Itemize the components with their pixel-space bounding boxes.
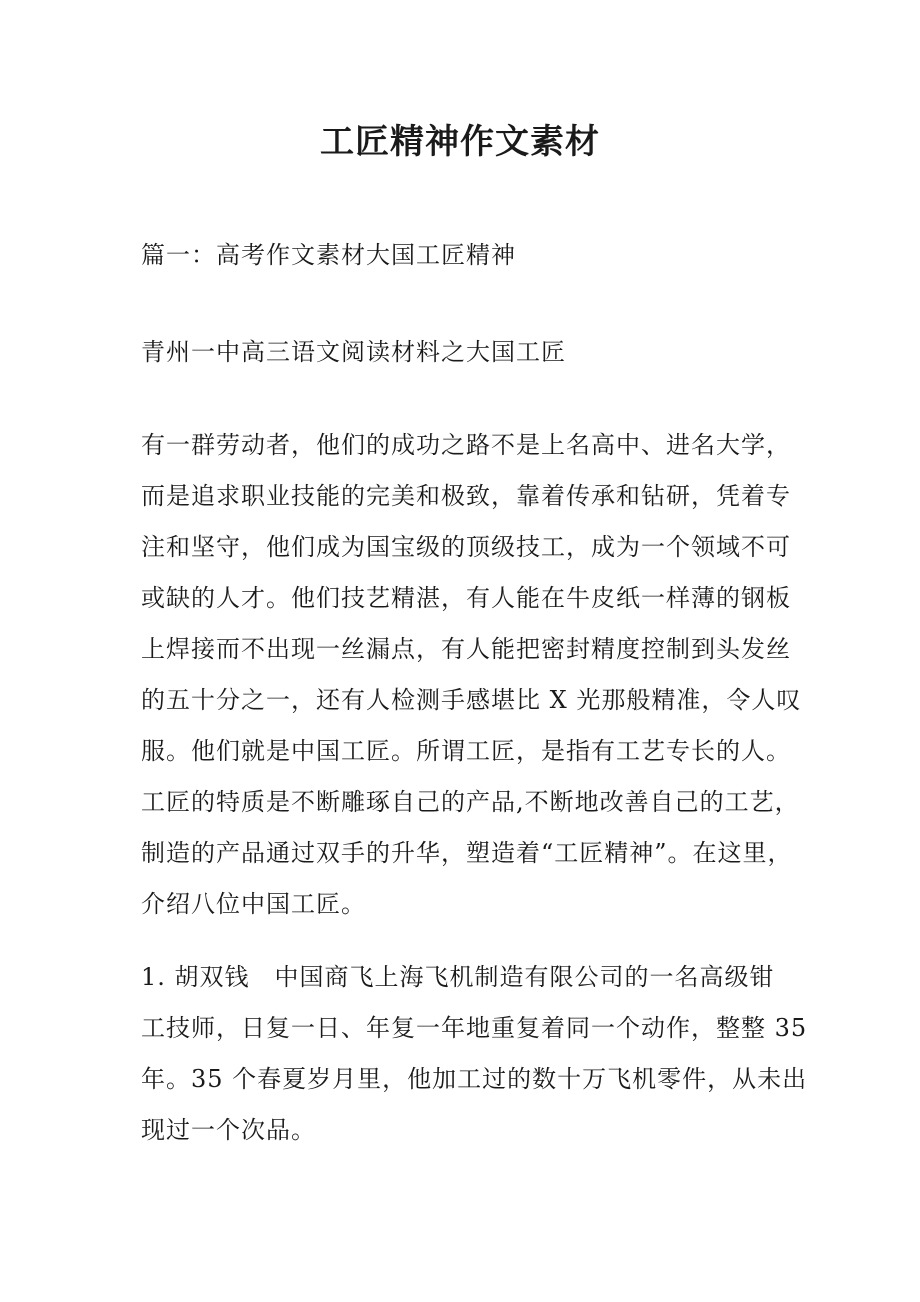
paragraph-line: 年。35 个春夏岁月里，他加工过的数十万飞机零件，从未出 bbox=[141, 1065, 808, 1093]
subheading: 青州一中高三语文阅读材料之大国工匠 bbox=[141, 338, 566, 366]
paragraph-line: 有一群劳动者，他们的成功之路不是上名高中、进名大学， bbox=[141, 431, 791, 459]
paragraph-line: 1. 胡双钱 中国商飞上海飞机制造有限公司的一名高级钳 bbox=[141, 963, 775, 991]
list-item-1 bbox=[141, 952, 808, 1156]
paragraph-line: 工匠的特质是不断雕琢自己的产品,不断地改善自己的工艺， bbox=[141, 788, 800, 816]
paragraph-line: 的五十分之一，还有人检测手感堪比 X 光那般精准，令人叹 bbox=[141, 686, 802, 714]
paragraph-line: 制造的产品通过双手的升华，塑造着“工匠精神”。在这里， bbox=[141, 839, 793, 867]
paragraph-line: 上焊接而不出现一丝漏点，有人能把密封精度控制到头发丝 bbox=[141, 635, 791, 663]
paragraph-line: 介绍八位中国工匠。 bbox=[141, 890, 366, 918]
paragraph-line: 工技师，日复一日、年复一年地重复着同一个动作，整整 35 bbox=[141, 1014, 808, 1042]
paragraph-line: 注和坚守，他们成为国宝级的顶级技工，成为一个领域不可 bbox=[141, 533, 791, 561]
paragraph-line: 现过一个次品。 bbox=[141, 1116, 316, 1144]
paragraph-line: 而是追求职业技能的完美和极致，靠着传承和钻研，凭着专 bbox=[141, 482, 791, 510]
paragraph-line: 或缺的人才。他们技艺精湛，有人能在牛皮纸一样薄的钢板 bbox=[141, 584, 791, 612]
paragraph-line: 服。他们就是中国工匠。所谓工匠，是指有工艺专长的人。 bbox=[141, 737, 791, 765]
document-title: 工匠精神作文素材 bbox=[320, 122, 600, 162]
intro-paragraph bbox=[141, 420, 801, 930]
section-heading: 篇一：高考作文素材大国工匠精神 bbox=[141, 241, 516, 269]
